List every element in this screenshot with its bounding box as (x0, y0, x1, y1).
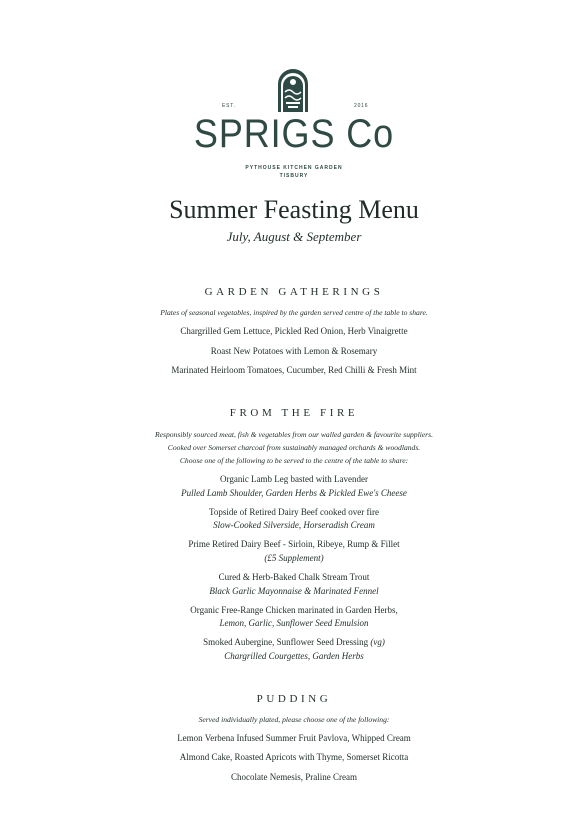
established-year: 2016 (354, 103, 369, 109)
brand-location-line-2: TISBURY (279, 173, 309, 179)
brand-wordmark: SPRIGS Co (193, 112, 395, 156)
garden-intro: Plates of seasonal vegetables, inspired by the garden served centre of the table to share. (160, 308, 428, 317)
pudding-item: Chocolate Nemesis, Praline Cream (231, 772, 357, 782)
fire-item-detail: (£5 Supplement) (264, 553, 324, 563)
fire-item-main: Organic Free-Range Chicken marinated in Garden Herbs, (190, 605, 398, 615)
fire-item-detail: Chargrilled Courgettes, Garden Herbs (224, 651, 364, 661)
pudding-intro: Served individually plated, please choose one of the following: (198, 715, 390, 724)
garden-item: Chargrilled Gem Lettuce, Pickled Red Onion, Herb Vinaigrette (180, 326, 408, 336)
fire-intro-line-3: Choose one of the following to be served to the centre of the table to share: (179, 456, 409, 465)
section-heading-pudding: PUDDING (256, 693, 332, 705)
garden-item: Marinated Heirloom Tomatoes, Cucumber, Red Chilli & Fresh Mint (171, 365, 417, 375)
fire-item-main: Cured & Herb-Baked Chalk Stream Trout (218, 572, 370, 582)
pudding-item: Lemon Verbena Infused Summer Fruit Pavlova, Whipped Cream (177, 733, 411, 743)
garden-item: Roast New Potatoes with Lemon & Rosemary (210, 346, 378, 356)
fire-item-detail: Pulled Lamb Shoulder, Garden Herbs & Pickled Ewe's Cheese (181, 488, 407, 498)
vegan-marker: (vg) (370, 637, 385, 647)
section-heading-garden: GARDEN GATHERINGS (204, 286, 384, 298)
garden-arch-icon (276, 68, 310, 112)
menu-title: Summer Feasting Menu (169, 195, 419, 224)
fire-item-detail: Black Garlic Mayonnaise & Marinated Fennel (209, 586, 379, 596)
established-label: EST. (222, 103, 236, 109)
fire-item-main-vg (0, 637, 588, 647)
fire-item-main: Prime Retired Dairy Beef - Sirloin, Ribeye, Rump & Fillet (188, 539, 400, 549)
menu-subtitle: July, August & September (226, 229, 362, 244)
section-heading-fire: FROM THE FIRE (229, 407, 359, 419)
pudding-item: Almond Cake, Roasted Apricots with Thyme, Somerset Ricotta (179, 752, 409, 762)
fire-item-detail: Slow-Cooked Silverside, Horseradish Cream (213, 520, 375, 530)
brand-logo (0, 68, 588, 188)
brand-location-line-1: PYTHOUSE KITCHEN GARDEN (245, 165, 343, 171)
fire-item-detail: Lemon, Garlic, Sunflower Seed Emulsion (219, 618, 369, 628)
fire-item-main: Organic Lamb Leg basted with Lavender (219, 474, 369, 484)
fire-intro-line-1: Responsibly sourced meat, fish & vegetables from our walled garden & favourite suppliers. (155, 430, 433, 439)
fire-item-main-text: Smoked Aubergine, Sunflower Seed Dressing (203, 637, 369, 647)
fire-item-main: Topside of Retired Dairy Beef cooked over fire (208, 507, 380, 517)
fire-intro-line-2: Cooked over Somerset charcoal from sustainably managed orchards & woodlands. (167, 443, 421, 452)
